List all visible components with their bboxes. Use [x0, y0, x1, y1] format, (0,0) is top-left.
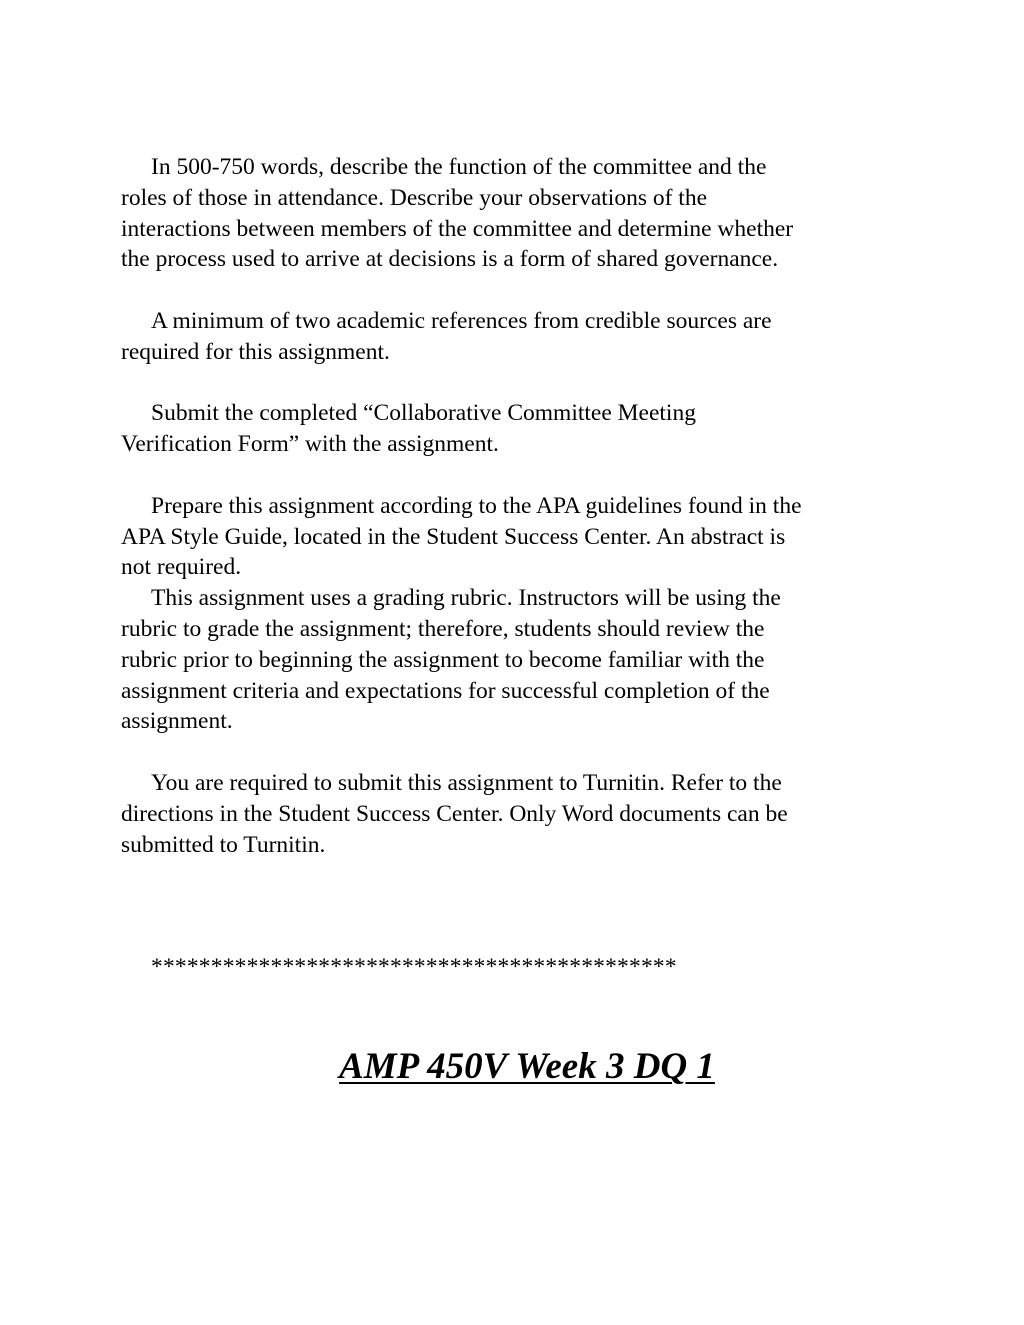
paragraph-grading-rubric: This assignment uses a grading rubric. Instructors will be using the rubric to grade the assignment; therefore, students should review the rubric prior to beginning the assignment to become familiar with the assignment criteria and expectations for successful completion of the assignment.: [121, 585, 781, 735]
paragraph-verification-form: Submit the completed “Collaborative Committee Meeting Verification Form” with the assignment.: [121, 400, 696, 458]
paragraph-apa-guidelines: Prepare this assignment according to the APA guidelines found in the APA Style Guide, located in the Student Success Center. An abstract is not required.: [121, 492, 802, 581]
asterisk-separator: ********************************************: [151, 954, 677, 980]
paragraph-assignment-description: In 500-750 words, describe the function of the committee and the roles of those in attendance. Describe your observations of the interactions between members of the committee and determine whether the process used to arrive at decisions is a form of shared governance.: [121, 154, 794, 273]
paragraph-references-requirement: A minimum of two academic references from credible sources are required for this assignment.: [121, 307, 772, 365]
paragraph-turnitin-submission: You are required to submit this assignment to Turnitin. Refer to the directions in the Student Success Center. Only Word documents can be submitted to Turnitin.: [121, 769, 788, 858]
document-body: [121, 152, 911, 860]
section-heading: AMP 450V Week 3 DQ 1: [339, 1046, 715, 1087]
